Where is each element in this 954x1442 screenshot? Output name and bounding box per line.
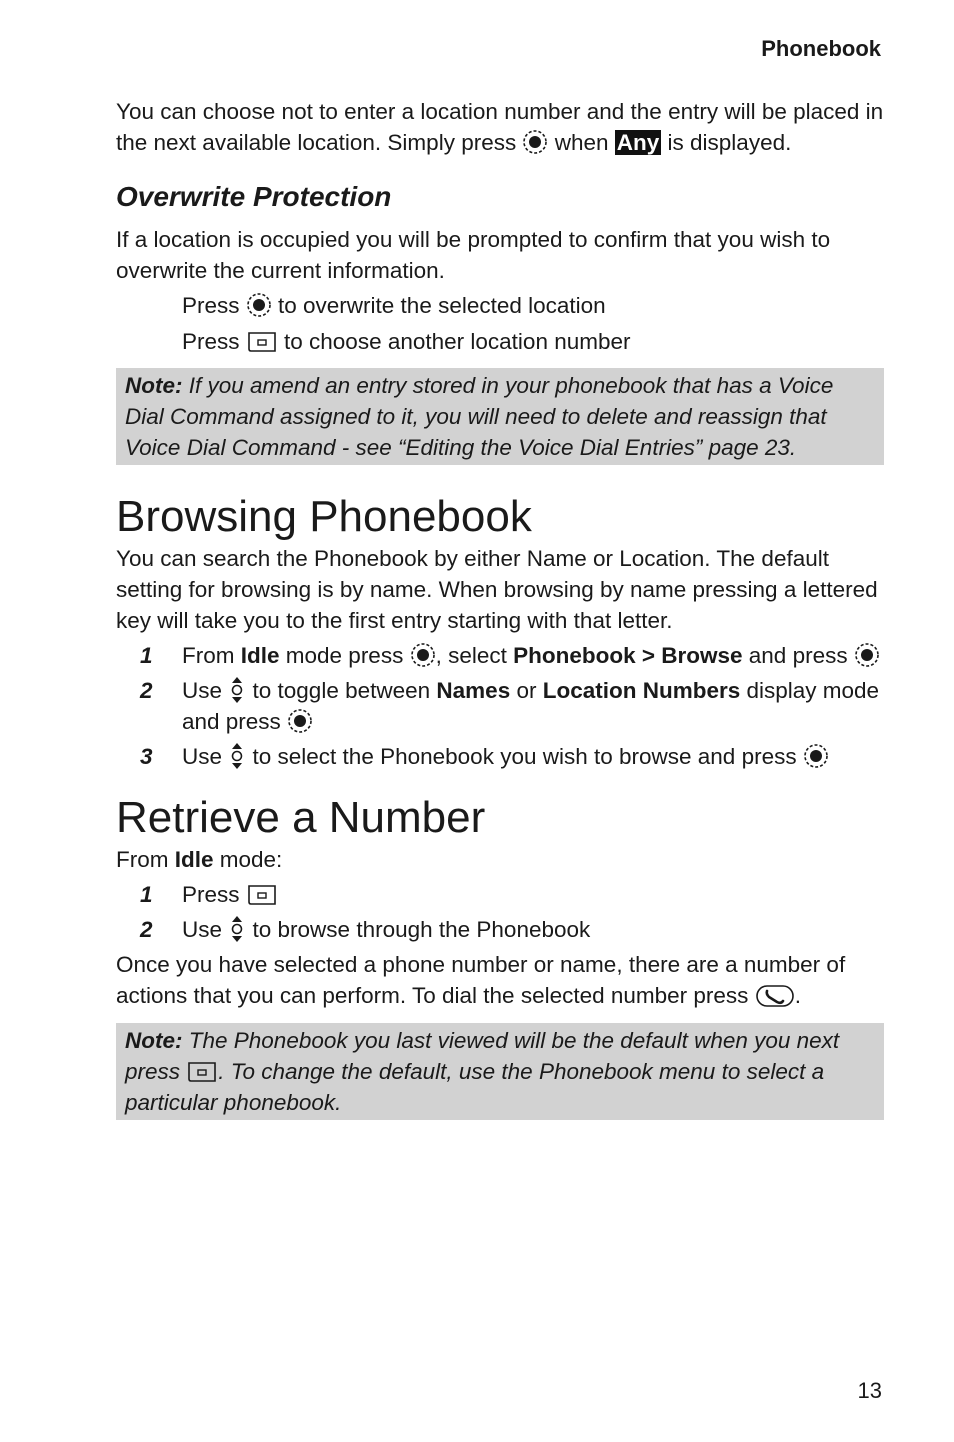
intro-paragraph — [116, 96, 884, 158]
page-content — [116, 96, 884, 1120]
step-number: 1 — [140, 882, 153, 907]
navigate-updown-icon — [228, 914, 246, 944]
note-body-1: The Phonebook you last viewed will be the default when you next press — [125, 1028, 840, 1084]
step-text-part: and press — [742, 643, 854, 668]
running-header: Phonebook — [761, 36, 881, 61]
names-keyword: Names — [436, 678, 511, 703]
mode-text: mode: — [213, 847, 283, 872]
note-label: Note: — [125, 373, 183, 398]
browsing-phonebook-heading: Browsing Phonebook — [116, 492, 532, 541]
step-number: 3 — [140, 744, 153, 769]
browsing-steps — [116, 640, 884, 772]
step-text-part: Press — [182, 882, 246, 907]
idle-keyword: Idle — [174, 847, 214, 872]
list-item — [116, 879, 884, 910]
note-default-text — [125, 1025, 875, 1118]
navigate-updown-icon — [228, 741, 246, 771]
actions-text-end: . — [794, 983, 801, 1008]
actions-text: Once you have selected a phone number or name, there are a number of actions that you can perform. To dial the selected number press — [116, 952, 846, 1008]
page-number: 13 — [857, 1378, 882, 1403]
step-text — [182, 741, 884, 772]
select-key-icon — [246, 292, 272, 318]
step-text — [182, 640, 884, 671]
idle-keyword: Idle — [240, 643, 280, 668]
note-voice-dial — [116, 368, 884, 465]
step-text-part: display mode and press — [182, 678, 880, 734]
note-body-2: . To change the default, use the Phonebook menu to select a particular phonebook. — [125, 1059, 825, 1115]
from-text: From — [116, 847, 175, 872]
step-text — [182, 675, 884, 737]
note-body: If you amend an entry stored in your phonebook that has a Voice Dial Command assigned to it, you will need to delete and reassign that Voice Dial Command - see “Editing the Voice Dial Entries” page 23. — [125, 373, 834, 460]
step-number: 2 — [140, 917, 153, 942]
intro-text-3: is displayed. — [661, 130, 792, 155]
step-text-part: mode press — [279, 643, 410, 668]
step-text-part: to browse through the Phonebook — [246, 917, 591, 942]
select-key-icon — [803, 743, 829, 769]
select-key-icon — [410, 642, 436, 668]
any-display-label: Any — [616, 130, 660, 155]
step-number: 1 — [140, 643, 153, 668]
menu-path: Phonebook > Browse — [513, 643, 743, 668]
select-key-icon — [522, 129, 548, 155]
softkey-icon — [186, 1060, 218, 1084]
navigate-updown-icon — [228, 675, 246, 705]
list-item — [116, 675, 884, 737]
step-text-part: Use — [182, 678, 229, 703]
call-key-icon — [755, 984, 795, 1008]
actions-paragraph — [116, 949, 884, 1011]
list-item — [116, 741, 884, 772]
location-numbers-keyword: Location Numbers — [542, 678, 741, 703]
softkey-icon — [246, 883, 278, 907]
step-text-part: to select the Phonebook you wish to browse and press — [246, 744, 803, 769]
select-key-icon — [287, 708, 313, 734]
press-overwrite-line — [116, 289, 884, 322]
press-label: Press — [182, 329, 246, 354]
list-item — [116, 640, 884, 671]
note-label: Note: — [125, 1028, 183, 1053]
list-item — [116, 914, 884, 945]
press-choose-text: to choose another location number — [277, 329, 631, 354]
note-voice-dial-text — [125, 370, 875, 463]
press-label: Press — [182, 293, 246, 318]
select-key-icon — [854, 642, 880, 668]
intro-text-2: when — [548, 130, 615, 155]
browsing-paragraph: You can search the Phonebook by either Name or Location. The default setting for browsing is by name. When browsing by name pressing a lettered key will take you to the first entry starting with that letter. — [116, 546, 878, 633]
overwrite-paragraph: If a location is occupied you will be prompted to confirm that you wish to overwrite the current information. — [116, 227, 831, 283]
step-number: 2 — [140, 678, 153, 703]
step-text — [182, 914, 884, 945]
step-text-part: or — [510, 678, 543, 703]
press-overwrite-text: to overwrite the selected location — [271, 293, 606, 318]
step-text-part: Use — [182, 744, 229, 769]
intro-text-1: You can choose not to enter a location number and the entry will be placed in the next available location. Simply press — [116, 99, 884, 155]
step-text-part: From — [182, 643, 241, 668]
step-text-part: , select — [435, 643, 514, 668]
softkey-icon — [246, 330, 278, 354]
overwrite-protection-heading: Overwrite Protection — [116, 181, 392, 212]
retrieve-steps — [116, 879, 884, 945]
note-default-phonebook — [116, 1023, 884, 1120]
from-idle-line — [116, 844, 884, 875]
retrieve-number-heading: Retrieve a Number — [116, 793, 486, 842]
press-choose-line — [116, 325, 884, 358]
step-text — [182, 879, 884, 910]
step-text-part: Use — [182, 917, 229, 942]
step-text-part: to toggle between — [246, 678, 437, 703]
